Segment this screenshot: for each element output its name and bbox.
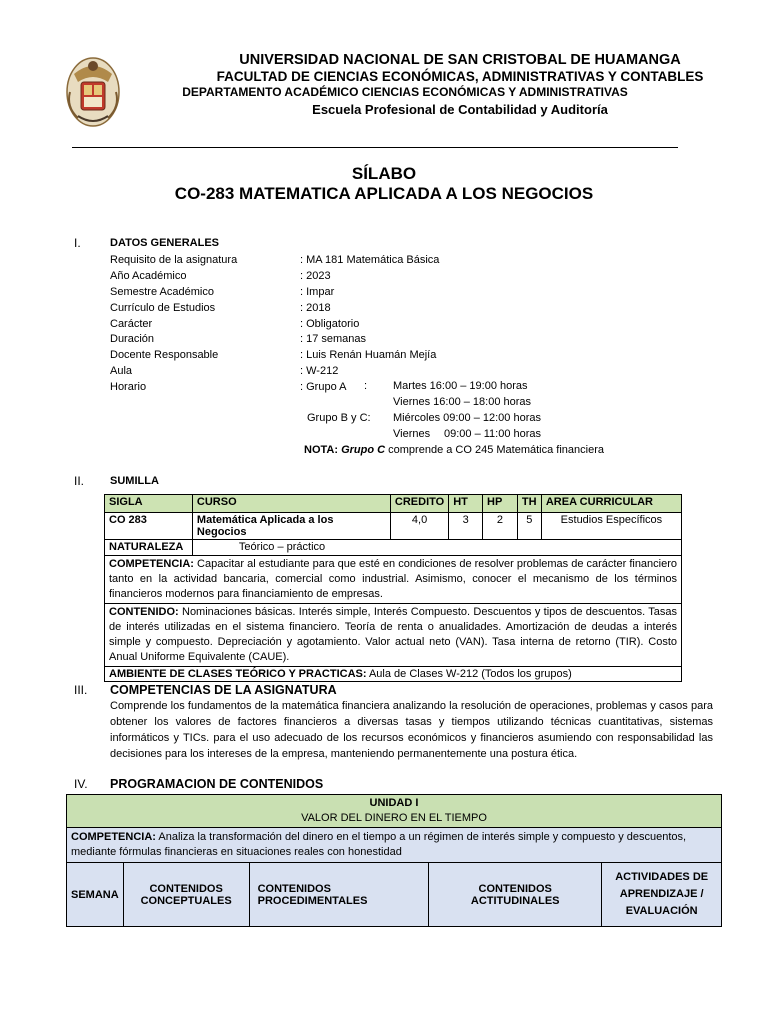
course-title: CO-283 MATEMATICA APLICADA A LOS NEGOCIOS bbox=[174, 184, 594, 203]
programacion-table bbox=[66, 794, 722, 927]
schedule-group-b-label: Grupo B y C: bbox=[307, 412, 371, 424]
school-name: Escuela Profesional de Contabilidad y Auditoría bbox=[312, 102, 608, 117]
section-1-number: I. bbox=[74, 236, 81, 250]
col-header-area: AREA CURRICULAR bbox=[541, 495, 681, 513]
col-header-sigla: SIGLA bbox=[105, 495, 193, 513]
section-2-title: SUMILLA bbox=[110, 475, 159, 487]
schedule-colon: : bbox=[364, 380, 368, 392]
col-header-curso: CURSO bbox=[192, 495, 390, 513]
note-text: comprende a CO 245 Matemática financiera bbox=[385, 444, 604, 456]
competencia-text: Capacitar al estudiante para que esté en condiciones de resolver problemas de carácter financiero tanto en la actividad bancaria, comercial como industrial. Asimismo, conocer el mecanismo de los términos financieros modernos para financiamiento de empresas. bbox=[109, 558, 678, 600]
header-divider bbox=[72, 147, 678, 148]
datos-value: : Grupo A bbox=[300, 381, 347, 393]
ambiente-label: AMBIENTE DE CLASES TEÓRICO Y PRACTICAS: bbox=[109, 668, 367, 680]
schedule-group-a-2: Viernes 16:00 – 18:00 horas bbox=[393, 396, 532, 408]
datos-value: : W-212 bbox=[300, 365, 339, 377]
datos-value: : 2018 bbox=[300, 302, 331, 314]
datos-label: Duración bbox=[110, 333, 155, 345]
datos-label: Horario bbox=[110, 381, 147, 393]
faculty-name: FACULTAD DE CIENCIAS ECONÓMICAS, ADMINISTRATIVAS Y CONTABLES bbox=[216, 69, 704, 84]
datos-value: : Luis Renán Huamán Mejía bbox=[300, 349, 437, 361]
datos-label: Currículo de Estudios bbox=[110, 302, 216, 314]
university-name: UNIVERSIDAD NACIONAL DE SAN CRISTOBAL DE HUAMANGA bbox=[239, 52, 681, 68]
note-group: Grupo C bbox=[341, 444, 386, 456]
section-4-title: PROGRAMACION DE CONTENIDOS bbox=[110, 777, 324, 791]
ambiente-text: Aula de Clases W-212 (Todos los grupos) bbox=[366, 668, 572, 680]
schedule-group-b-day: Viernes bbox=[393, 428, 431, 440]
datos-label: Año Académico bbox=[110, 270, 187, 282]
sumilla-competencia bbox=[105, 556, 682, 604]
section-2-number: II. bbox=[74, 474, 85, 488]
department-name: DEPARTAMENTO ACADÉMICO CIENCIAS ECONÓMICAS Y ADMINISTRATIVAS bbox=[182, 85, 628, 99]
naturaleza-value: Teórico – práctico bbox=[192, 540, 681, 556]
unit-header bbox=[67, 795, 722, 828]
datos-value: : MA 181 Matemática Básica bbox=[300, 254, 440, 266]
unit-competencia bbox=[67, 828, 722, 863]
schedule-group-a-1: Martes 16:00 – 19:00 horas bbox=[393, 380, 528, 392]
col-header-hp: HP bbox=[483, 495, 518, 513]
datos-label: Carácter bbox=[110, 318, 153, 330]
cell-curso: Matemática Aplicada a los Negocios bbox=[192, 513, 390, 540]
col-actitudinales: CONTENIDOS ACTITUDINALES bbox=[429, 863, 602, 927]
datos-label: Aula bbox=[110, 365, 133, 377]
col-header-ht: HT bbox=[449, 495, 483, 513]
unit-number: UNIDAD I bbox=[369, 797, 419, 809]
datos-value: : 2023 bbox=[300, 270, 331, 282]
datos-label: Docente Responsable bbox=[110, 349, 219, 361]
col-semana: SEMANA bbox=[67, 863, 124, 927]
unit-title: VALOR DEL DINERO EN EL TIEMPO bbox=[301, 812, 487, 824]
section-4-number: IV. bbox=[74, 777, 88, 791]
note-colon: : bbox=[334, 444, 339, 456]
naturaleza-label: NATURALEZA bbox=[105, 540, 193, 556]
competencia-label: COMPETENCIA: bbox=[109, 558, 194, 570]
datos-value: : 17 semanas bbox=[300, 333, 367, 345]
datos-label: Requisito de la asignatura bbox=[110, 254, 238, 266]
col-conceptuales: CONTENIDOS CONCEPTUALES bbox=[123, 863, 249, 927]
contenido-text: Nominaciones básicas. Interés simple, Interés Compuesto. Descuentos y tipos de descuentos. Tasas de interés utilizadas en el sistema financiero. Teoría de renta o anualidades. Amortización de deudas a interés simple y compuesto. Depreciación y agotamiento. Valor actual neto (VAN). Tasa interna de retorno (TIR). Costo Anual Uniforme Equivalente (CAUE). bbox=[109, 606, 677, 663]
contenido-label: CONTENIDO: bbox=[109, 606, 179, 618]
col-actividades: ACTIVIDADES DE APRENDIZAJE / EVALUACIÓN bbox=[602, 863, 722, 927]
cell-hp: 2 bbox=[483, 513, 518, 540]
datos-label: Semestre Académico bbox=[110, 286, 214, 298]
datos-value: : Obligatorio bbox=[300, 318, 360, 330]
cell-sigla: CO 283 bbox=[105, 513, 193, 540]
university-seal-logo bbox=[64, 52, 122, 130]
section-1-title: DATOS GENERALES bbox=[110, 237, 219, 249]
schedule-group-b-time: 09:00 – 11:00 horas bbox=[444, 428, 542, 440]
schedule-group-b-1: Miércoles 09:00 – 12:00 horas bbox=[393, 412, 541, 424]
col-header-th: TH bbox=[517, 495, 541, 513]
document-title: SÍLABO bbox=[351, 164, 417, 183]
cell-th: 5 bbox=[517, 513, 541, 540]
sumilla-contenido bbox=[105, 604, 682, 667]
note-label: NOTA bbox=[304, 444, 335, 456]
competencias-paragraph: Comprende los fundamentos de la matemática financiera analizando la resolución de operaciones, problemas y casos para obtener los valores de factores financieros a diversas tasas y tiempos utilizando técnicas cuantitativas, sistemas informáticos y TICs. para el uso adecuado de los recursos económicos y financieros asumiendo con responsabilidad las decisiones para los intereses de la empresa, manteniendo permanentemente una postura ética. bbox=[110, 700, 713, 760]
col-procedimentales: CONTENIDOS PROCEDIMENTALES bbox=[249, 863, 428, 927]
col-header-credito: CREDITO bbox=[390, 495, 448, 513]
cell-credito: 4,0 bbox=[390, 513, 448, 540]
schedule-note bbox=[304, 443, 604, 458]
unit-competencia-text: Analiza la transformación del dinero en el tiempo a un régimen de interés simple y compuesto y descuentos, mediante fórmulas financieras en situaciones reales con honestidad bbox=[71, 831, 687, 858]
section-3-number: III. bbox=[74, 683, 88, 697]
section-3-title: COMPETENCIAS DE LA ASIGNATURA bbox=[110, 683, 337, 697]
unit-competencia-label: COMPETENCIA: bbox=[71, 831, 156, 843]
datos-value: : Impar bbox=[300, 286, 335, 298]
sumilla-ambiente bbox=[105, 667, 682, 682]
sumilla-table bbox=[104, 494, 682, 682]
cell-area: Estudios Específicos bbox=[541, 513, 681, 540]
cell-ht: 3 bbox=[449, 513, 483, 540]
